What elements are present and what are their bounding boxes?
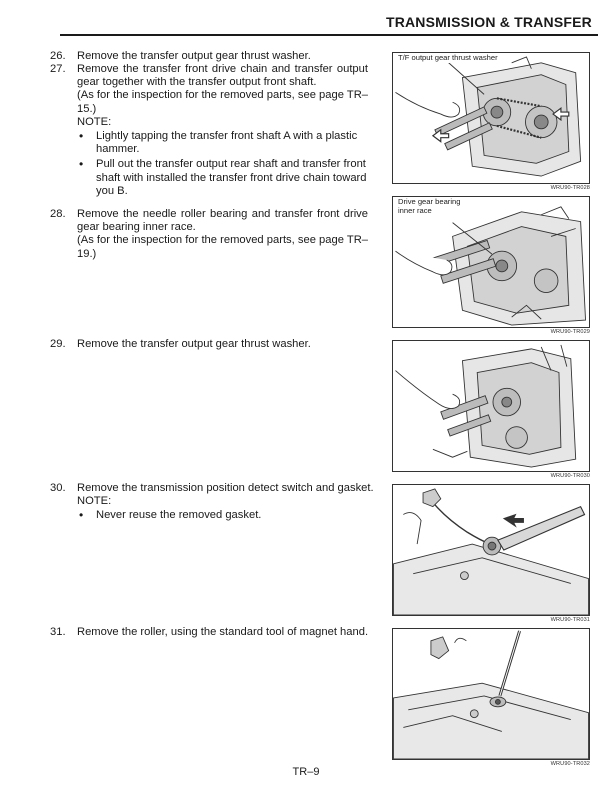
step-31 bbox=[50, 626, 368, 639]
step-number: 26. bbox=[50, 50, 66, 62]
figure-code: WRU90-TR032 bbox=[550, 761, 590, 767]
note-item: • Lightly tapping the transfer front shaft A with a plastic hammer. bbox=[77, 130, 368, 156]
step-number: 29. bbox=[50, 338, 66, 350]
note-label: NOTE: bbox=[77, 115, 112, 128]
step-text: Remove the transmission position detect switch and gasket. bbox=[77, 482, 374, 494]
step-number: 30. bbox=[50, 482, 66, 494]
step-text: Remove the needle roller bearing and transfer front drive gear bearing inner race. bbox=[77, 208, 368, 234]
note-item: • Never reuse the removed gasket. bbox=[77, 509, 374, 522]
callout-line: inner race bbox=[398, 205, 432, 215]
transmission-illustration bbox=[393, 53, 589, 183]
step-text: Remove the transfer front drive chain and transfer output gear together with the transfer output front shaft. bbox=[77, 63, 368, 89]
step-27 bbox=[50, 63, 368, 200]
note-list bbox=[77, 509, 374, 522]
figure-code: WRU90-TR030 bbox=[550, 473, 590, 479]
step-number: 27. bbox=[50, 63, 66, 75]
figure-magnet-hand bbox=[392, 628, 590, 760]
step-number: 28. bbox=[50, 208, 66, 220]
step-reference: (As for the inspection for the removed parts, see page TR–19.) bbox=[77, 234, 368, 260]
wrench-illustration bbox=[393, 485, 589, 615]
figure-code: WRU90-TR028 bbox=[550, 185, 590, 191]
figure-callout bbox=[396, 198, 462, 215]
figure-code: WRU90-TR031 bbox=[550, 617, 590, 623]
figure-output-gear-washer bbox=[392, 340, 590, 472]
step-28 bbox=[50, 208, 368, 261]
transmission-illustration bbox=[393, 197, 589, 327]
figure-callout: T/F output gear thrust washer bbox=[398, 53, 498, 62]
figure-code: WRU90-TR029 bbox=[550, 329, 590, 335]
note-label: NOTE: bbox=[77, 495, 112, 508]
figure-drive-gear-bearing bbox=[392, 196, 590, 328]
step-text: Remove the transfer output gear thrust washer. bbox=[77, 338, 311, 350]
step-30 bbox=[50, 482, 374, 525]
page-number: TR–9 bbox=[292, 766, 320, 778]
callout-line: Drive gear bearing bbox=[398, 197, 461, 206]
note-item: • Pull out the transfer output rear shaft and transfer front shaft with installed the transfer front drive chain toward you B. bbox=[77, 158, 368, 198]
figure-position-switch bbox=[392, 484, 590, 616]
step-reference: (As for the inspection for the removed parts, see page TR–15.) bbox=[77, 89, 368, 115]
section-title: TRANSMISSION & TRANSFER bbox=[385, 14, 592, 30]
step-text: Remove the transfer output gear thrust washer. bbox=[77, 50, 311, 62]
note-list bbox=[77, 130, 368, 198]
header-rule bbox=[60, 34, 598, 36]
step-26 bbox=[50, 50, 368, 63]
transmission-illustration bbox=[393, 341, 589, 471]
step-29 bbox=[50, 338, 368, 351]
figure-transfer-output-gear bbox=[392, 52, 590, 184]
step-number: 31. bbox=[50, 626, 66, 638]
step-text: Remove the roller, using the standard tool of magnet hand. bbox=[77, 626, 369, 638]
magnet-hand-illustration bbox=[393, 629, 589, 759]
